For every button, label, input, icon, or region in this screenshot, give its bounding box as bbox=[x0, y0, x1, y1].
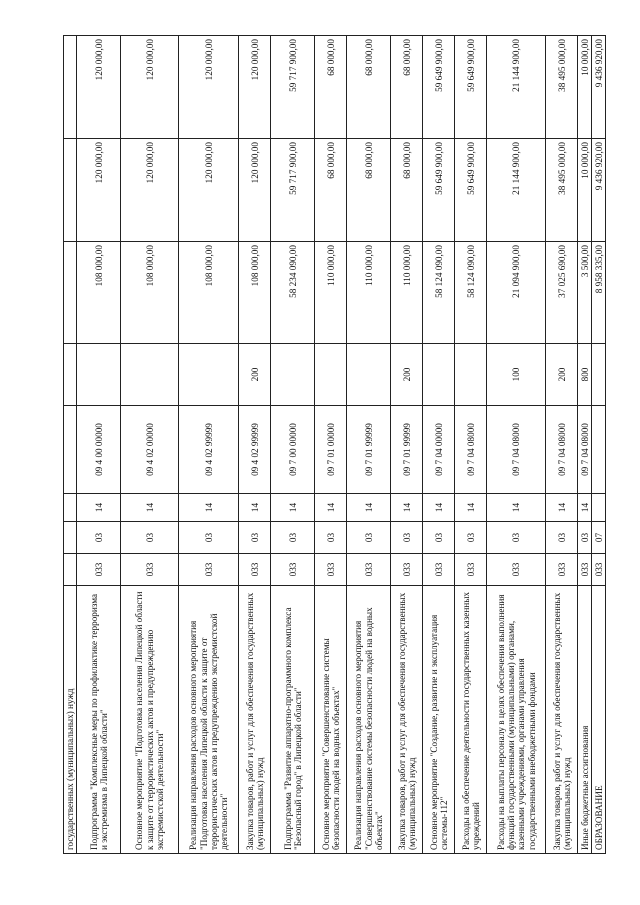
amount-1-cell: 3 500,00 bbox=[578, 242, 592, 344]
subsection-cell bbox=[592, 494, 606, 522]
amount-2-cell bbox=[64, 139, 77, 242]
item-name-cell: Иные бюджетные ассигнования bbox=[578, 586, 592, 854]
amount-1-cell: 37 025 690,00 bbox=[546, 242, 578, 344]
table-row bbox=[578, 36, 592, 854]
table-row bbox=[315, 36, 347, 854]
expense-type-cell: 100 bbox=[487, 344, 546, 406]
grbs-cell: 033 bbox=[121, 554, 179, 586]
amount-3-cell: 21 144 900,00 bbox=[487, 36, 546, 139]
target-article-cell: 09 7 04 08000 bbox=[487, 406, 546, 494]
amount-3-cell: 120 000,00 bbox=[121, 36, 179, 139]
item-name-cell: Реализация направления расходов основного мероприятия "Совершенствование системы безопасности людей на водных объектах" bbox=[347, 586, 391, 854]
grbs-cell: 033 bbox=[455, 554, 487, 586]
item-name-cell: Основное мероприятие "Создание, развитие и эксплуатация системы-112" bbox=[423, 586, 455, 854]
expense-type-cell: 200 bbox=[546, 344, 578, 406]
item-name-cell: Закупка товаров, работ и услуг для обеспечения государственных (муниципальных) нужд bbox=[391, 586, 423, 854]
target-article-cell: 09 4 02 99999 bbox=[239, 406, 271, 494]
amount-3-cell: 68 000,00 bbox=[391, 36, 423, 139]
amount-3-cell: 59 649 900,00 bbox=[423, 36, 455, 139]
grbs-cell: 033 bbox=[592, 554, 606, 586]
item-name-cell: ОБРАЗОВАНИЕ bbox=[592, 586, 606, 854]
section-cell: 03 bbox=[271, 522, 315, 554]
expense-type-cell bbox=[347, 344, 391, 406]
subsection-cell: 14 bbox=[546, 494, 578, 522]
item-name-cell: Реализация направления расходов основного мероприятия "Подготовка населения Липецкой области к защите от террористических актов и предупреждению экстремистской деятельности" bbox=[179, 586, 239, 854]
grbs-cell: 033 bbox=[239, 554, 271, 586]
expense-type-cell bbox=[271, 344, 315, 406]
item-name-cell: Основное мероприятие "Подготовка населения Липецкой области к защите от террористических актов и предупреждению экстремистской деятельности" bbox=[121, 586, 179, 854]
section-cell: 03 bbox=[239, 522, 271, 554]
expense-type-cell: 200 bbox=[391, 344, 423, 406]
table-row bbox=[455, 36, 487, 854]
budget-table bbox=[63, 35, 606, 854]
item-name-cell: Основное мероприятие "Совершенствование системы безопасности людей на водных объектах" bbox=[315, 586, 347, 854]
subsection-cell: 14 bbox=[179, 494, 239, 522]
table-body bbox=[64, 36, 606, 854]
amount-3-cell: 59 649 900,00 bbox=[455, 36, 487, 139]
amount-3-cell: 9 436 920,00 bbox=[592, 36, 606, 139]
amount-2-cell: 21 144 900,00 bbox=[487, 139, 546, 242]
expense-type-cell bbox=[179, 344, 239, 406]
expense-type-cell bbox=[77, 344, 121, 406]
amount-2-cell: 10 000,00 bbox=[578, 139, 592, 242]
subsection-cell: 14 bbox=[578, 494, 592, 522]
amount-2-cell: 120 000,00 bbox=[239, 139, 271, 242]
subsection-cell: 14 bbox=[239, 494, 271, 522]
subsection-cell: 14 bbox=[423, 494, 455, 522]
amount-2-cell: 68 000,00 bbox=[315, 139, 347, 242]
table-row bbox=[239, 36, 271, 854]
amount-2-cell: 120 000,00 bbox=[179, 139, 239, 242]
amount-1-cell: 108 000,00 bbox=[239, 242, 271, 344]
table-row bbox=[391, 36, 423, 854]
amount-1-cell: 110 000,00 bbox=[391, 242, 423, 344]
item-name-cell: Подпрограмма "Комплексные меры по профилактике терроризма и экстремизма в Липецкой области" bbox=[77, 586, 121, 854]
table-row bbox=[271, 36, 315, 854]
section-cell: 03 bbox=[391, 522, 423, 554]
grbs-cell: 033 bbox=[487, 554, 546, 586]
table-row bbox=[546, 36, 578, 854]
table-row bbox=[592, 36, 606, 854]
amount-1-cell: 8 958 335,00 bbox=[592, 242, 606, 344]
table-row bbox=[121, 36, 179, 854]
section-cell: 03 bbox=[315, 522, 347, 554]
target-article-cell: 09 7 00 00000 bbox=[271, 406, 315, 494]
section-cell: 03 bbox=[121, 522, 179, 554]
amount-1-cell: 108 000,00 bbox=[179, 242, 239, 344]
subsection-cell: 14 bbox=[347, 494, 391, 522]
grbs-cell: 033 bbox=[271, 554, 315, 586]
section-cell: 03 bbox=[423, 522, 455, 554]
amount-3-cell: 38 495 000,00 bbox=[546, 36, 578, 139]
subsection-cell: 14 bbox=[77, 494, 121, 522]
table-row bbox=[64, 36, 77, 854]
table-row bbox=[423, 36, 455, 854]
section-cell: 03 bbox=[546, 522, 578, 554]
expense-type-cell bbox=[121, 344, 179, 406]
section-cell: 03 bbox=[179, 522, 239, 554]
grbs-cell: 033 bbox=[77, 554, 121, 586]
item-name-cell: Закупка товаров, работ и услуг для обеспечения государственных (муниципальных) нужд bbox=[239, 586, 271, 854]
expense-type-cell bbox=[592, 344, 606, 406]
target-article-cell: 09 7 04 08000 bbox=[546, 406, 578, 494]
target-article-cell: 09 7 04 08000 bbox=[455, 406, 487, 494]
subsection-cell: 14 bbox=[121, 494, 179, 522]
subsection-cell: 14 bbox=[391, 494, 423, 522]
grbs-cell: 033 bbox=[347, 554, 391, 586]
amount-1-cell: 58 124 090,00 bbox=[455, 242, 487, 344]
section-cell: 03 bbox=[455, 522, 487, 554]
amount-2-cell: 59 717 900,00 bbox=[271, 139, 315, 242]
item-name-cell: Расходы на обеспечение деятельности государственных казенных учреждений bbox=[455, 586, 487, 854]
expense-type-cell bbox=[315, 344, 347, 406]
amount-1-cell: 110 000,00 bbox=[315, 242, 347, 344]
amount-1-cell: 58 124 090,00 bbox=[423, 242, 455, 344]
amount-1-cell: 108 000,00 bbox=[121, 242, 179, 344]
amount-1-cell: 108 000,00 bbox=[77, 242, 121, 344]
target-article-cell: 09 7 04 08000 bbox=[578, 406, 592, 494]
expense-type-cell bbox=[455, 344, 487, 406]
grbs-cell: 033 bbox=[315, 554, 347, 586]
amount-1-cell: 110 000,00 bbox=[347, 242, 391, 344]
expense-type-cell bbox=[423, 344, 455, 406]
target-article-cell: 09 4 02 00000 bbox=[121, 406, 179, 494]
item-name-cell: Подпрограмма "Развитие аппаратно-программного комплекса "Безопасный город" в Липецкой области" bbox=[271, 586, 315, 854]
amount-2-cell: 59 649 900,00 bbox=[455, 139, 487, 242]
amount-3-cell bbox=[64, 36, 77, 139]
target-article-cell bbox=[64, 406, 77, 494]
target-article-cell: 09 4 02 99999 bbox=[179, 406, 239, 494]
subsection-cell: 14 bbox=[315, 494, 347, 522]
target-article-cell: 09 7 01 99999 bbox=[391, 406, 423, 494]
section-cell: 07 bbox=[592, 522, 606, 554]
amount-2-cell: 38 495 000,00 bbox=[546, 139, 578, 242]
amount-1-cell bbox=[64, 242, 77, 344]
expense-type-cell: 800 bbox=[578, 344, 592, 406]
grbs-cell bbox=[64, 554, 77, 586]
section-cell: 03 bbox=[487, 522, 546, 554]
target-article-cell: 09 7 04 00000 bbox=[423, 406, 455, 494]
grbs-cell: 033 bbox=[578, 554, 592, 586]
amount-2-cell: 120 000,00 bbox=[121, 139, 179, 242]
subsection-cell: 14 bbox=[271, 494, 315, 522]
amount-3-cell: 10 000,00 bbox=[578, 36, 592, 139]
subsection-cell: 14 bbox=[487, 494, 546, 522]
section-cell: 03 bbox=[347, 522, 391, 554]
amount-2-cell: 120 000,00 bbox=[77, 139, 121, 242]
subsection-cell: 14 bbox=[455, 494, 487, 522]
amount-3-cell: 68 000,00 bbox=[315, 36, 347, 139]
grbs-cell: 033 bbox=[179, 554, 239, 586]
amount-3-cell: 120 000,00 bbox=[239, 36, 271, 139]
table-row bbox=[347, 36, 391, 854]
section-cell: 03 bbox=[578, 522, 592, 554]
amount-3-cell: 120 000,00 bbox=[179, 36, 239, 139]
amount-1-cell: 21 094 900,00 bbox=[487, 242, 546, 344]
amount-2-cell: 68 000,00 bbox=[347, 139, 391, 242]
table-row bbox=[179, 36, 239, 854]
grbs-cell: 033 bbox=[546, 554, 578, 586]
target-article-cell: 09 7 01 99999 bbox=[347, 406, 391, 494]
item-name-cell: государственных (муниципальных) нужд bbox=[64, 586, 77, 854]
target-article-cell: 09 4 00 00000 bbox=[77, 406, 121, 494]
table-row bbox=[77, 36, 121, 854]
amount-2-cell: 59 649 900,00 bbox=[423, 139, 455, 242]
section-cell: 03 bbox=[77, 522, 121, 554]
expense-type-cell: 200 bbox=[239, 344, 271, 406]
item-name-cell: Расходы на выплаты персоналу в целях обеспечения выполнения функций государственными (муниципальными) органами, казенными учреждениями, органами управления государственными внебюджетными фондами bbox=[487, 586, 546, 854]
subsection-cell bbox=[64, 494, 77, 522]
target-article-cell: 09 7 01 00000 bbox=[315, 406, 347, 494]
table-row bbox=[487, 36, 546, 854]
amount-1-cell: 58 234 090,00 bbox=[271, 242, 315, 344]
grbs-cell: 033 bbox=[423, 554, 455, 586]
item-name-cell: Закупка товаров, работ и услуг для обеспечения государственных (муниципальных) нужд bbox=[546, 586, 578, 854]
expense-type-cell bbox=[64, 344, 77, 406]
section-cell bbox=[64, 522, 77, 554]
table-viewport bbox=[63, 36, 604, 854]
amount-3-cell: 59 717 900,00 bbox=[271, 36, 315, 139]
amount-2-cell: 68 000,00 bbox=[391, 139, 423, 242]
target-article-cell bbox=[592, 406, 606, 494]
amount-2-cell: 9 436 920,00 bbox=[592, 139, 606, 242]
grbs-cell: 033 bbox=[391, 554, 423, 586]
amount-3-cell: 68 000,00 bbox=[347, 36, 391, 139]
amount-3-cell: 120 000,00 bbox=[77, 36, 121, 139]
